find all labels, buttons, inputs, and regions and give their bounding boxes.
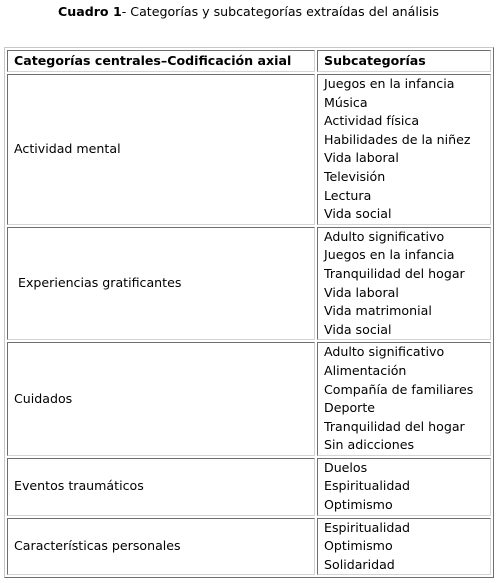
caption-label: Cuadro 1	[58, 4, 122, 19]
subcategory-item: Vida matrimonial	[324, 303, 432, 319]
subcategory-item: Alimentación	[324, 362, 407, 378]
category-cell: Características personales	[7, 518, 315, 576]
subcategory-item: Adulto significativo	[324, 344, 445, 360]
header-subcategories: Subcategorías	[317, 50, 491, 72]
subcategory-item: Optimismo	[324, 538, 393, 554]
table-row	[7, 342, 491, 456]
table-row	[7, 518, 491, 576]
subcategory-item: Juegos en la infancia	[324, 76, 455, 91]
subcategory-item: Vida social	[324, 206, 392, 222]
category-cell: Experiencias gratificantes	[7, 227, 315, 341]
table-row	[7, 458, 491, 516]
subcategory-item: Lectura	[324, 187, 372, 203]
subcategory-item: Vida laboral	[324, 150, 399, 166]
subcategory-item: Televisión	[324, 168, 386, 184]
subcategory-item: Solidaridad	[324, 556, 395, 572]
subcategory-cell	[317, 74, 491, 225]
subcategory-item: Vida social	[324, 321, 392, 337]
subcategory-item: Duelos	[324, 459, 368, 475]
table-row	[7, 74, 491, 225]
subcategory-item: Vida laboral	[324, 284, 399, 300]
category-cell: Actividad mental	[7, 74, 315, 225]
category-cell: Eventos traumáticos	[7, 458, 315, 516]
subcategory-item: Actividad física	[324, 113, 420, 129]
subcategory-item: Tranquilidad del hogar	[324, 418, 465, 434]
subcategory-item: Juegos en la infancia	[324, 247, 455, 263]
table-caption	[0, 4, 497, 20]
header-central-categories: Categorías centrales–Codificación axial	[7, 50, 315, 72]
subcategory-item: Sin adicciones	[324, 437, 415, 453]
header-row	[7, 50, 491, 72]
subcategory-cell	[317, 342, 491, 456]
categories-table	[4, 47, 494, 578]
subcategory-cell	[317, 227, 491, 341]
table-row	[7, 227, 491, 341]
caption-text: - Categorías y subcategorías extraídas del análisis	[121, 4, 439, 19]
subcategory-cell	[317, 458, 491, 516]
subcategory-item: Espiritualidad	[324, 478, 411, 494]
subcategory-item: Tranquilidad del hogar	[324, 265, 465, 281]
subcategory-item: Optimismo	[324, 497, 393, 513]
subcategory-cell	[317, 518, 491, 576]
category-cell: Cuidados	[7, 342, 315, 456]
subcategory-item: Adulto significativo	[324, 228, 445, 244]
subcategory-item: Música	[324, 94, 368, 110]
subcategory-item: Espiritualidad	[324, 519, 411, 535]
subcategory-item: Habilidades de la niñez	[324, 131, 471, 147]
subcategory-item: Compañía de familiares	[324, 381, 474, 397]
subcategory-item: Deporte	[324, 400, 376, 416]
